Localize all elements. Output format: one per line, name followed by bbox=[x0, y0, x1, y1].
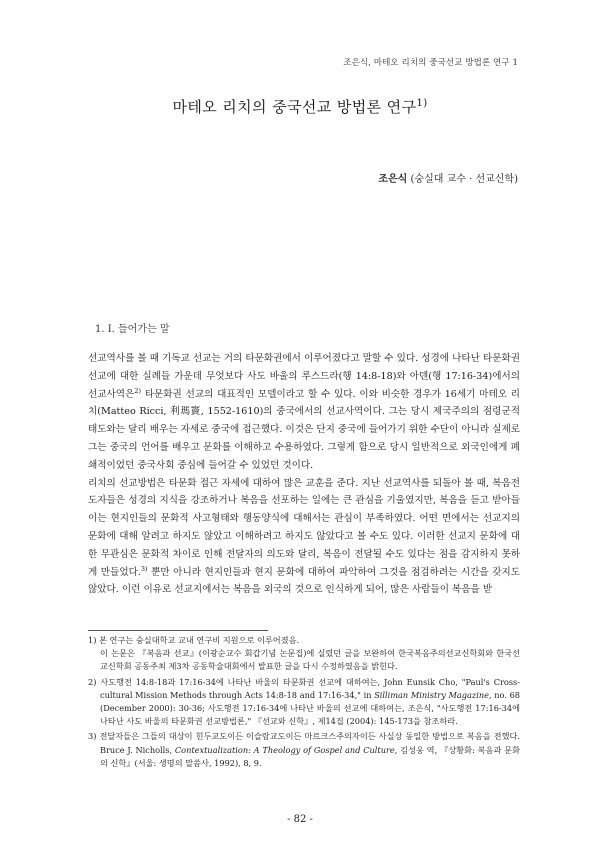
page-number: - 82 - bbox=[287, 814, 313, 825]
paragraph-1-part-2: 타문화권 선교의 대표적인 모델이라고 할 수 있다. 이와 비슷한 경우가 16세기 마테오 리치(Matteo Ricci, 利瑪竇, 1552-1610)의 중국에서의 선교사역이다. 그는 당시 제국주의의 점령군적 태도와는 달리 배우는 자세로 중국에 접근했다. 이것은 단지 중국에 들어가기 위한 수단이 아니라 실제로 그는 중국의 언어를 배우고 문화를 이해하고 수용하였다. 그렇게 함으로 당시 일반적으로 외국인에게 폐쇄적이었던 중국사회 중심에 들어갈 수 있었던 것이다. bbox=[88, 388, 520, 471]
footnote-2-journal-title: Silliman Ministry Magazine bbox=[374, 689, 489, 700]
footnote-3-text-a: 3) 전달자들은 그들의 대상이 힌두교도이든 이슬람교도이든 마르크스주의자이든 사실상 동일한 방법으로 복음을 전했다. Bruce J. Nicholls, bbox=[88, 731, 520, 755]
footnote-ref-2[interactable]: 2) bbox=[134, 386, 142, 395]
author-line bbox=[378, 170, 518, 185]
running-head: 조은식, 마테오 리치의 중국선교 방법론 연구 1 bbox=[343, 58, 518, 68]
title-text: 마테오 리치의 중국선교 방법론 연구 bbox=[172, 98, 417, 116]
paragraph-1 bbox=[88, 350, 520, 475]
footnote-1 bbox=[88, 634, 520, 674]
page-title bbox=[0, 96, 600, 117]
paragraph-2 bbox=[88, 475, 520, 600]
footnote-3-text-b: , 김성웅 역, 『상황화: 복음과 문화의 신학』(서울: 생명의 말씀사, 1992), 8, 9. bbox=[100, 744, 520, 768]
footnote-1-line-1: 1) 본 연구는 숭실대학교 교내 연구비 지원으로 이루어졌음. bbox=[88, 635, 300, 645]
footnote-1-line-2: 이 논문은 『복음과 선교』(이광순교수 회갑기념 논문집)에 실렸던 글을 보완하여 한국복음주의선교신학회와 한국선교신학회 공동주최 제3차 공동학술대회에서 발표한 글을 다시 수정하였음을 밝힌다. bbox=[100, 648, 520, 672]
section-heading: 1. I. 들어가는 말 bbox=[95, 324, 170, 335]
footnote-2-text-b: , no. 68 (December 2000): 30-36; 사도행전 17:16-34에 나타난 바울의 선교에 대하여는, 조은식, "사도행전 17:16-34에 나타난 사도 바울의 타문화권 선교방법론," 『선교와 신학』, 제14집 (2004): 145-173을 참조하라. bbox=[100, 689, 520, 727]
footnote-2 bbox=[88, 676, 520, 729]
footnote-ref-3[interactable]: 3) bbox=[140, 564, 148, 573]
body-text bbox=[88, 350, 520, 599]
paragraph-1-part-1: 선교역사를 볼 때 기독교 선교는 거의 타문화권에서 이루어졌다고 말할 수 있다. 성경에 나타난 타문화권 선교에 대한 실례들 가운데 무엇보다 사도 바울의 루스드라(행 14:8-18)와 아덴(행 17:16-34)에서의 선교사역은 bbox=[88, 353, 520, 400]
author-affiliation: (숭실대 교수 · 선교신학) bbox=[410, 174, 518, 185]
footnote-2-text-a: 2) 사도행전 14:8-18과 17:16-34에 나타난 바울의 타문화권 선교에 대하여는, John Eunsik Cho, "Paul's Cross-cultural Mission Methods through Acts 14:8-18 and 17:16-34," in bbox=[88, 676, 520, 700]
footnote-divider bbox=[88, 630, 268, 631]
footnotes bbox=[88, 634, 520, 772]
paragraph-2-part-1: 리치의 선교방법은 타문화 접근 자세에 대하여 많은 교훈을 준다. 지난 선교역사를 되돌아 볼 때, 복음전도자들은 성경의 지식을 강조하거나 복음을 선포하는 일에는 큰 관심을 기울였지만, 복음을 듣고 받아들이는 현지인들의 문화적 사고형태와 행동양식에 대해서는 관심이 부족하였다. 어떤 면에서는 선교지의 문화에 대해 알려고 하지도 않았고 이해하려고 하지도 않았다고 볼 수도 있다. 이러한 선교지 문화에 대한 무관심은 문화적 차이로 인해 전달자의 의도와 달리, 복음이 전달될 수도 있다는 점을 감지하지 못하게 만들었다. bbox=[88, 477, 520, 578]
footnote-3 bbox=[88, 730, 520, 770]
footnote-3-book-title: Contextualization: A Theology of Gospel and Culture bbox=[174, 744, 395, 755]
author-name: 조은식 bbox=[378, 174, 408, 185]
title-footnote-ref[interactable]: 1) bbox=[416, 98, 428, 109]
paragraph-2-part-2: 뿐만 아니라 현지인들과 현지 문화에 대하여 파악하여 그것을 점검하려는 시간을 갖지도 않았다. 이런 이유로 선교지에서는 복음을 외국의 것으로 인식하게 되어, 많은 사람들이 복음을 받 bbox=[88, 566, 520, 596]
